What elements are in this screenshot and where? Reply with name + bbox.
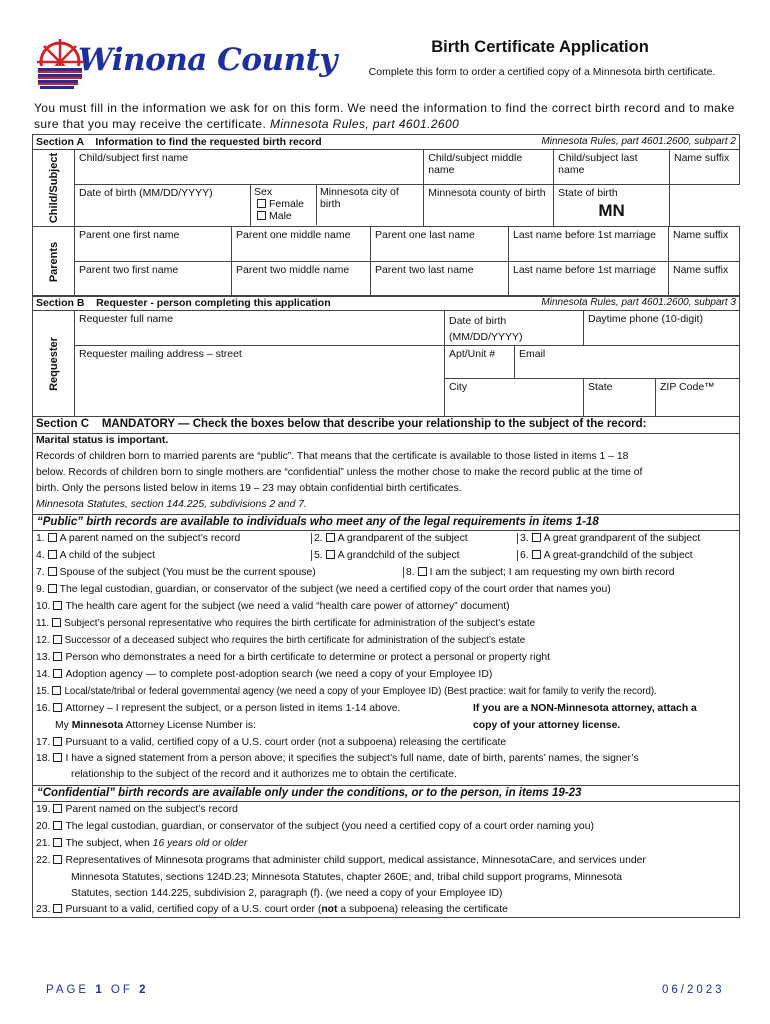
child-subject-side-label: Child/Subject — [33, 150, 75, 227]
section-c-title: Section C MANDATORY — Check the boxes below that describe your relationship to the subject of the record: — [33, 417, 739, 434]
parent-two-name-suffix-field[interactable]: Name suffix — [673, 264, 729, 276]
sex-and-city-cell — [251, 185, 424, 227]
child-first-name-field[interactable]: Child/subject first name — [75, 150, 424, 185]
item-11-checkbox[interactable] — [52, 618, 61, 627]
requester-fields — [75, 311, 740, 417]
item-10[interactable]: 10. The health care agent for the subject (we need a valid “health care power of attorney” document) — [36, 601, 510, 612]
section-b-rule: Minnesota Rules, part 4601.2600, subpart 3 — [541, 297, 736, 308]
mn-county-of-birth-field[interactable]: Minnesota county of birth — [424, 185, 554, 227]
parents-side-label: Parents — [33, 227, 75, 297]
item-18-checkbox[interactable] — [53, 753, 62, 762]
parent-two-row — [75, 262, 740, 297]
sex-label: Sex — [254, 186, 273, 198]
item-21-checkbox[interactable] — [53, 838, 62, 847]
item-22-checkbox[interactable] — [53, 855, 62, 864]
state-of-birth-label: State of birth — [558, 187, 618, 199]
item-2[interactable]: 2. A grandparent of the subject — [311, 533, 468, 544]
item-2-checkbox[interactable] — [326, 533, 335, 542]
item-15-checkbox[interactable] — [52, 686, 61, 695]
page-number: PAGE 1 OF 2 — [46, 984, 149, 996]
requester-apt-field[interactable]: Apt/Unit # — [445, 346, 515, 378]
parent-one-row — [75, 227, 740, 262]
item-3-checkbox[interactable] — [532, 533, 541, 542]
item-23-checkbox[interactable] — [53, 904, 62, 913]
item-10-checkbox[interactable] — [53, 601, 62, 610]
statute-reference: Minnesota Statutes, section 144.225, subdivisions 2 and 7. — [36, 499, 307, 510]
item-7[interactable]: 7. Spouse of the subject (You must be the current spouse) — [36, 567, 316, 578]
item-19[interactable]: 19. Parent named on the subject’s record — [36, 804, 238, 815]
section-a-table — [32, 134, 740, 297]
child-dob-field[interactable]: Date of birth (MM/DD/YYYY) — [75, 185, 251, 227]
county-logo — [34, 36, 337, 94]
state-of-birth-value: MN — [598, 201, 625, 220]
male-option[interactable]: Male — [254, 210, 313, 222]
item-22-continued-1: Minnesota Statutes, sections 124D.23; Minnesota Statutes, chapter 260E; and, tribal child support programs, Minnesota — [71, 872, 623, 883]
female-option[interactable]: Female — [254, 198, 313, 210]
requester-side-label: Requester — [33, 311, 75, 417]
item-16-checkbox[interactable] — [53, 703, 62, 712]
item-8[interactable]: 8. I am the subject; I am requesting my own birth record — [403, 567, 675, 578]
sex-field — [251, 185, 317, 225]
item-9-checkbox[interactable] — [48, 584, 57, 593]
child-middle-name-field[interactable]: Child/subject middle name — [424, 150, 554, 185]
item-13-checkbox[interactable] — [53, 652, 62, 661]
item-18[interactable]: 18. I have a signed statement from a person above; it specifies the subject’s full name, date of birth, parents’ names, the signer’s — [36, 753, 639, 764]
requester-dob-field[interactable]: Date of birth (MM/DD/YYYY) — [445, 311, 584, 345]
requester-state-field[interactable]: State — [584, 379, 656, 416]
item-1[interactable]: 1. A parent named on the subject’s record — [36, 533, 241, 544]
state-of-birth-cell — [554, 185, 670, 227]
item-13[interactable]: 13. Person who demonstrates a need for a birth certificate to determine or protect a personal or property right — [36, 652, 551, 663]
section-b-table — [32, 295, 740, 417]
records-paragraph-2: below. Records of children born to single mothers are “confidential” unless the mother chose to make the record public at the time of — [36, 467, 643, 478]
requester-full-name-field[interactable]: Requester full name — [75, 311, 445, 345]
item-12[interactable]: 12. Successor of a deceased subject who requires the birth certificate for administration of the subject’s estate — [36, 635, 526, 646]
parent-two-last-name-field[interactable]: Parent two last name — [371, 262, 509, 296]
page-subtitle: Complete this form to order a certified copy of a Minnesota birth certificate. — [368, 66, 716, 78]
item-8-checkbox[interactable] — [418, 567, 427, 576]
section-c — [32, 416, 740, 918]
child-name-suffix-field[interactable]: Name suffix — [670, 150, 740, 185]
item-1-checkbox[interactable] — [48, 533, 57, 542]
logo-wordmark: Winona County — [78, 42, 337, 78]
requester-email-field[interactable]: Email — [519, 348, 546, 360]
section-a-header — [33, 135, 740, 150]
item-5[interactable]: 5. A grandchild of the subject — [311, 550, 460, 561]
marital-status-note: Marital status is important. — [36, 435, 169, 446]
records-paragraph-1: Records of children born to married parents are “public”. That means that the certificate is available to those listed in items 1 – 18 — [36, 451, 629, 462]
item-11[interactable]: 11. Subject’s personal representative who requires the birth certificate for administration of the subject’s estate — [36, 618, 536, 629]
parent-two-first-name-field[interactable]: Parent two first name — [75, 262, 232, 296]
item-7-checkbox[interactable] — [48, 567, 57, 576]
item-6-checkbox[interactable] — [532, 550, 541, 559]
item-3[interactable]: 3. A great grandparent of the subject — [517, 533, 700, 544]
requester-city-field[interactable]: City — [445, 379, 584, 416]
item-5-checkbox[interactable] — [326, 550, 335, 559]
item-16-non-mn-note: If you are a NON-Minnesota attorney, attach a — [473, 703, 697, 714]
child-last-name-field[interactable]: Child/subject last name — [554, 150, 670, 185]
section-a-title: Section A Information to find the requested birth record — [36, 136, 322, 148]
item-21[interactable]: 21. The subject, when 16 years old or older — [36, 838, 248, 849]
mn-city-of-birth-field[interactable]: Minnesota city of birth — [320, 186, 399, 210]
parent-one-middle-name-field[interactable]: Parent one middle name — [232, 227, 371, 261]
item-16-license-copy-note: copy of your attorney license. — [473, 720, 621, 731]
section-b-title: Section B Requester - person completing this application — [36, 297, 331, 309]
parent-one-last-name-field[interactable]: Parent one last name — [371, 227, 509, 261]
item-20[interactable]: 20. The legal custodian, guardian, or conservator of the subject (you need a certified copy of a court order naming you) — [36, 821, 594, 832]
records-paragraph-3: birth. Only the persons listed below in items 19 – 23 may obtain confidential birth certificates. — [36, 483, 462, 494]
page-title: Birth Certificate Application — [431, 38, 649, 56]
item-4[interactable]: 4. A child of the subject — [36, 550, 155, 561]
item-14-checkbox[interactable] — [53, 669, 62, 678]
parent-one-first-name-field[interactable]: Parent one first name — [75, 227, 232, 261]
item-12-checkbox[interactable] — [53, 635, 62, 644]
intro-rule: Minnesota Rules, part 4601.2600 — [269, 117, 460, 131]
confidential-records-band: “Confidential” birth records are available only under the conditions, or to the person, in items 19-23 — [33, 785, 739, 802]
parent-one-last-name-before-marriage-field[interactable]: Last name before 1st marriage — [509, 227, 669, 261]
public-records-band: “Public” birth records are available to individuals who meet any of the legal requirements in items 1-18 — [33, 514, 739, 531]
item-22-continued-2: Statutes, section 144.225, subdivision 2, paragraph (f). (we need a copy of your Employee ID) — [71, 888, 503, 899]
section-a-rule: Minnesota Rules, part 4601.2600, subpart 2 — [541, 136, 736, 147]
item-18-continued: relationship to the subject of the record and it authorizes me to obtain the certificate. — [71, 769, 457, 780]
item-17-checkbox[interactable] — [53, 737, 62, 746]
item-17[interactable]: 17. Pursuant to a valid, certified copy of a U.S. court order (not a subpoena) releasing the certificate — [36, 737, 507, 748]
requester-phone-field[interactable]: Daytime phone (10-digit) — [588, 313, 703, 325]
item-15[interactable]: 15. Local/state/tribal or federal governmental agency (we need a copy of your Employee ID) (Best practice: wait for family to verify the record). — [36, 686, 657, 697]
item-9[interactable]: 9. The legal custodian, guardian, or conservator of the subject (we need a certified copy of the court order that names you) — [36, 584, 611, 595]
item-22[interactable]: 22. Representatives of Minnesota programs that administer child support, medical assistance, MinnesotaCare, and services under — [36, 855, 646, 866]
intro-text — [34, 100, 744, 132]
item-4-checkbox[interactable] — [48, 550, 57, 559]
intro-body: You must fill in the information we ask for on this form. We need the information to find the correct birth record and to make sure that you may receive the certificate. — [34, 101, 735, 131]
item-16-license-line: My Minnesota Attorney License Number is: — [55, 720, 256, 731]
requester-zip-field[interactable]: ZIP Code™ — [660, 381, 715, 393]
parent-two-last-name-before-marriage-field[interactable]: Last name before 1st marriage — [509, 262, 669, 296]
item-23[interactable]: 23. Pursuant to a valid, certified copy of a U.S. court order (not a subpoena) releasing the certificate — [36, 904, 508, 915]
item-20-checkbox[interactable] — [53, 821, 62, 830]
form-revision-date: 06/2023 — [662, 984, 725, 996]
requester-street-address-field[interactable]: Requester mailing address – street — [75, 346, 445, 416]
item-14[interactable]: 14. Adoption agency — to complete post-adoption search (we need a copy of your Employee ID) — [36, 669, 493, 680]
female-checkbox[interactable] — [257, 199, 266, 208]
male-checkbox[interactable] — [257, 211, 266, 220]
parent-one-name-suffix-field[interactable]: Name suffix — [673, 229, 729, 241]
item-16[interactable]: 16. Attorney – I represent the subject, or a person listed in items 1-14 above. — [36, 703, 401, 714]
item-6[interactable]: 6. A great-grandchild of the subject — [517, 550, 693, 561]
section-b-header — [33, 296, 740, 311]
parent-two-middle-name-field[interactable]: Parent two middle name — [232, 262, 371, 296]
item-19-checkbox[interactable] — [53, 804, 62, 813]
